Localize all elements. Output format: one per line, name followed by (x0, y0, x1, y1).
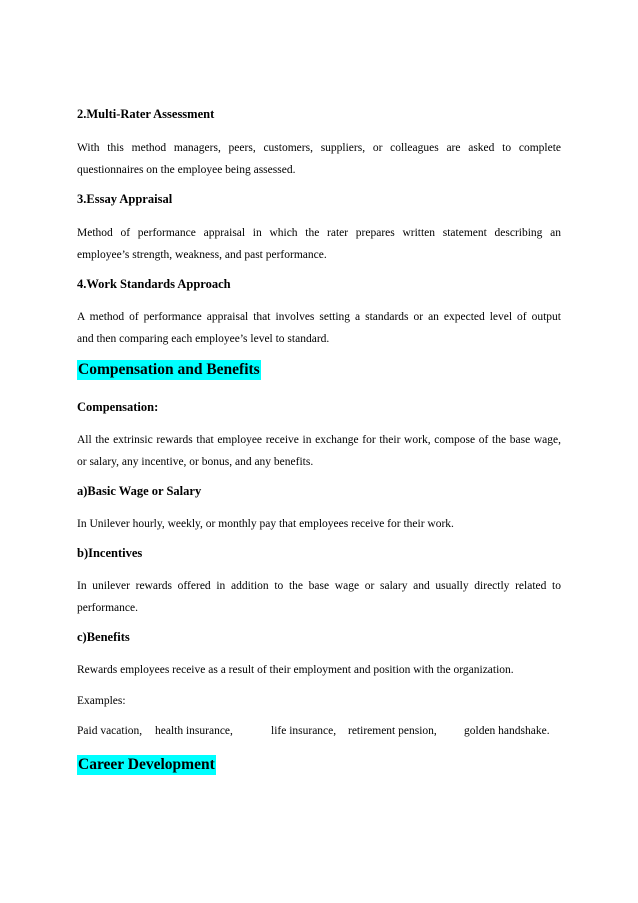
text-line: performance. (77, 602, 138, 614)
example-item: Paid vacation, (77, 725, 143, 737)
heading-essay-appraisal: 3.Essay Appraisal (77, 192, 173, 206)
text-line: and then comparing each employee’s level to standard. (77, 333, 330, 345)
text-line: Rewards employees receive as a result of their employment and position with the organization. (77, 664, 514, 676)
text-line: In Unilever hourly, weekly, or monthly pay that employees receive for their work. (77, 518, 454, 530)
heading-compensation: Compensation: (77, 400, 159, 414)
paragraph-benefits (77, 659, 561, 681)
text-line: Method of performance appraisal in which the rater prepares written statement describing an (77, 227, 561, 239)
heading-multi-rater: 2.Multi-Rater Assessment (77, 107, 215, 121)
section-title-compensation-benefits (77, 360, 561, 380)
text-line: With this method managers, peers, customers, suppliers, or colleagues are asked to complete (77, 142, 561, 154)
paragraph-work-standards (77, 306, 561, 350)
text-line: or salary, any incentive, or bonus, and any benefits. (77, 456, 314, 468)
text-line: employee’s strength, weakness, and past performance. (77, 249, 327, 261)
example-item: life insurance, (271, 725, 337, 737)
text-line: A method of performance appraisal that involves setting a standards or an expected level of output (77, 311, 561, 323)
paragraph-essay-appraisal (77, 222, 561, 266)
paragraph-compensation (77, 429, 561, 473)
example-item: health insurance, (155, 725, 233, 737)
heading-work-standards: 4.Work Standards Approach (77, 277, 231, 291)
highlighted-title: Career Development (78, 756, 215, 773)
examples-label (77, 690, 561, 712)
text-line: Examples: (77, 695, 126, 707)
paragraph-incentives (77, 575, 561, 619)
section-title-career-development (77, 755, 561, 775)
text-line: All the extrinsic rewards that employee receive in exchange for their work, compose of the base wage, (77, 434, 561, 446)
heading-basic-wage: a)Basic Wage or Salary (77, 484, 202, 498)
highlighted-title: Compensation and Benefits (78, 361, 260, 378)
paragraph-multi-rater (77, 137, 561, 181)
paragraph-basic-wage (77, 513, 561, 535)
example-item: golden handshake. (464, 725, 550, 737)
text-line: questionnaires on the employee being assessed. (77, 164, 296, 176)
heading-incentives: b)Incentives (77, 546, 143, 560)
heading-benefits: c)Benefits (77, 630, 130, 644)
example-item: retirement pension, (348, 725, 437, 737)
text-line: In unilever rewards offered in addition to the base wage or salary and usually directly related to (77, 580, 561, 592)
examples-list (77, 725, 561, 743)
